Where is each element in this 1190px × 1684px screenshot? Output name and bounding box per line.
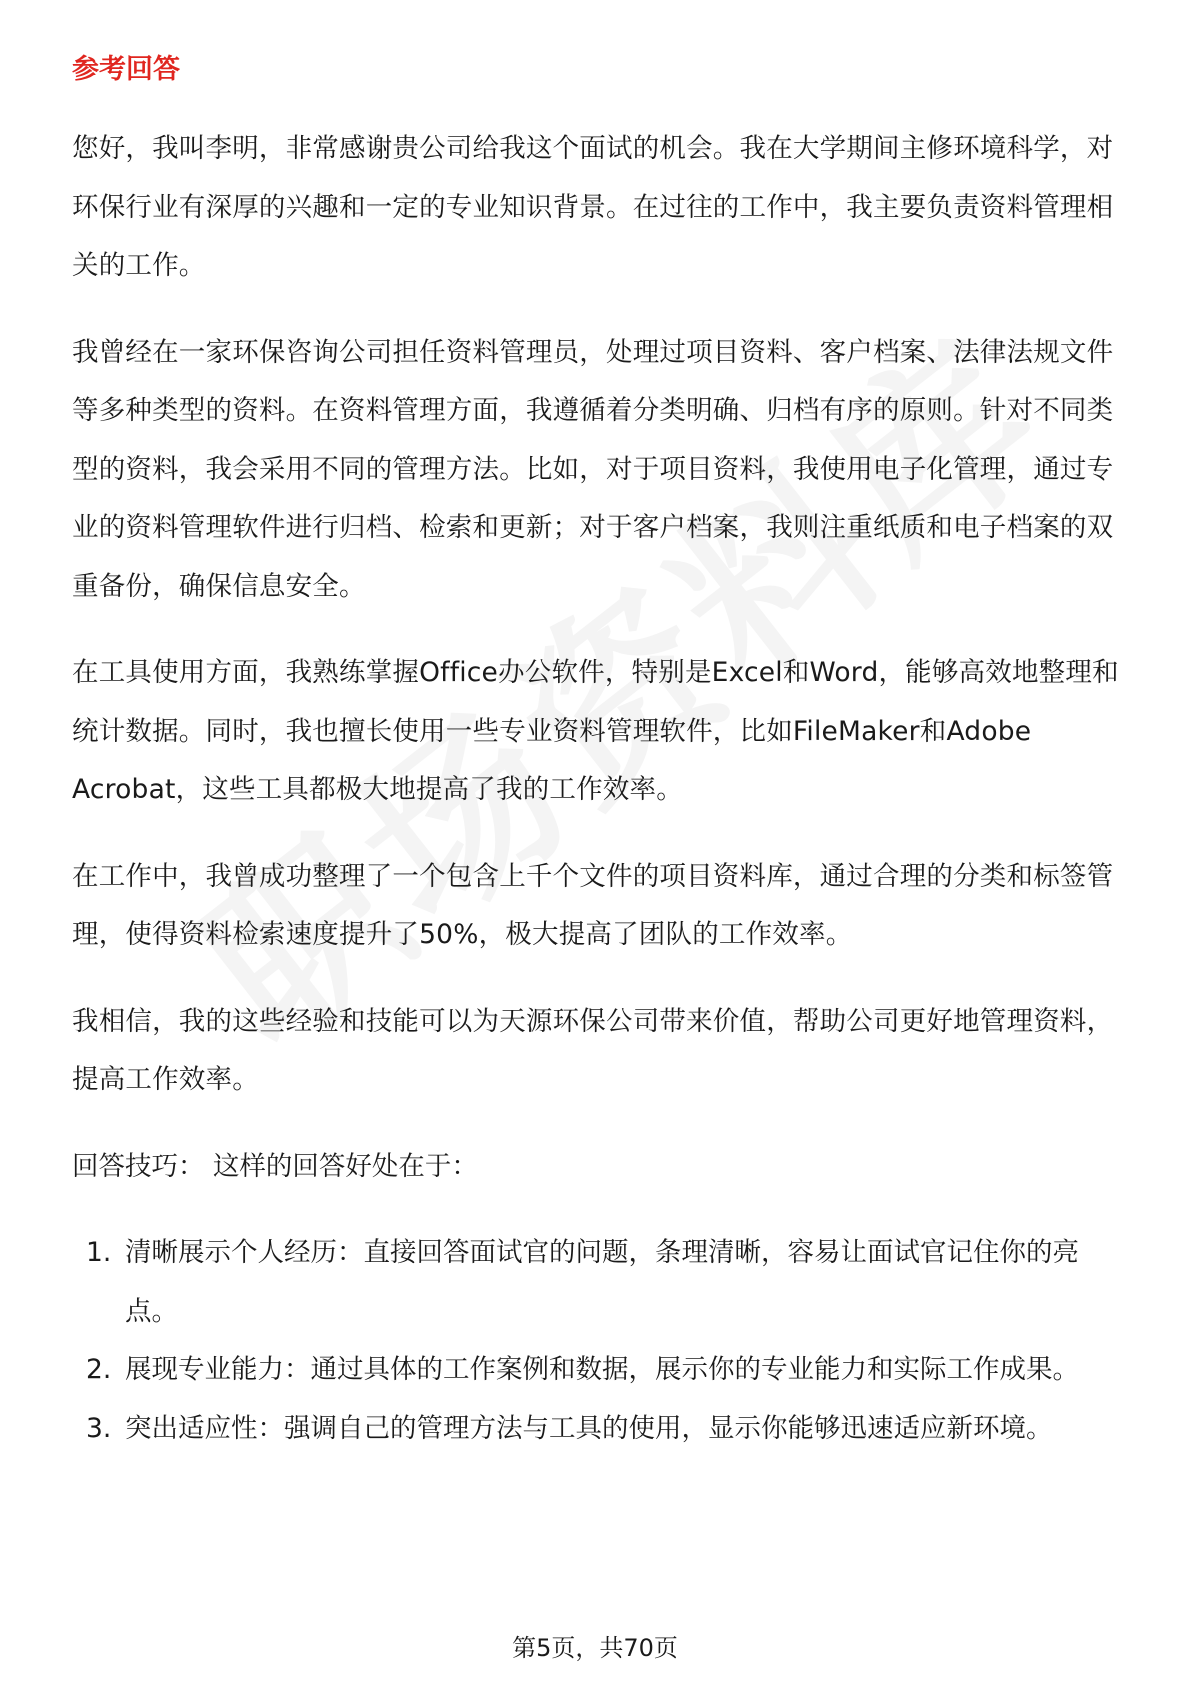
tips-list — [72, 1224, 1122, 1458]
tip-number: 2. — [86, 1354, 112, 1385]
tip-item — [72, 1224, 1122, 1341]
paragraph-experience: 我曾经在一家环保咨询公司担任资料管理员，处理过项目资料、客户档案、法律法规文件等多种类型的资料。在资料管理方面，我遵循着分类明确、归档有序的原则。针对不同类型的资料，我会采用不同的管理方法。比如，对于项目资料，我使用电子化管理，通过专业的资料管理软件进行归档、检索和更新；对于客户档案，我则注重纸质和电子档案的双重备份，确保信息安全。 — [72, 336, 1114, 602]
section-title: 参考回答 — [72, 54, 180, 85]
tip-number: 3. — [86, 1412, 112, 1444]
tips-label: 回答技巧： 这样的回答好处在于： — [72, 1150, 478, 1182]
paragraph-intro: 您好，我叫李明，非常感谢贵公司给我这个面试的机会。我在大学期间主修环境科学，对环保行业有深厚的兴趣和一定的专业知识背景。在过往的工作中，我主要负责资料管理相关的工作。 — [72, 133, 1114, 281]
paragraph-closing: 我相信，我的这些经验和技能可以为天源环保公司带来价值，帮助公司更好地管理资料，提高工作效率。 — [72, 1005, 1114, 1095]
tip-text: 清晰展示个人经历：直接回答面试官的问题，条理清晰，容易让面试官记住你的亮点。 — [125, 1237, 1079, 1327]
content-area — [72, 48, 1122, 1458]
tip-item — [72, 1341, 1122, 1400]
paragraph-tools: 在工具使用方面，我熟练掌握Office办公软件，特别是Excel和Word，能够高效地整理和统计数据。同时，我也擅长使用一些专业资料管理软件，比如FileMaker和Adobe Acrobat，这些工具都极大地提高了我的工作效率。 — [72, 657, 1119, 805]
tip-text: 突出适应性：强调自己的管理方法与工具的使用，显示你能够迅速适应新环境。 — [125, 1412, 1053, 1444]
tip-text: 展现专业能力：通过具体的工作案例和数据，展示你的专业能力和实际工作成果。 — [125, 1354, 1079, 1385]
paragraph-achievement: 在工作中，我曾成功整理了一个包含上千个文件的项目资料库，通过合理的分类和标签管理，使得资料检索速度提升了50%，极大提高了团队的工作效率。 — [72, 860, 1114, 950]
tip-item — [72, 1400, 1122, 1459]
tip-number: 1. — [86, 1237, 112, 1268]
page-footer: 第5页，共70页 — [512, 1634, 678, 1662]
